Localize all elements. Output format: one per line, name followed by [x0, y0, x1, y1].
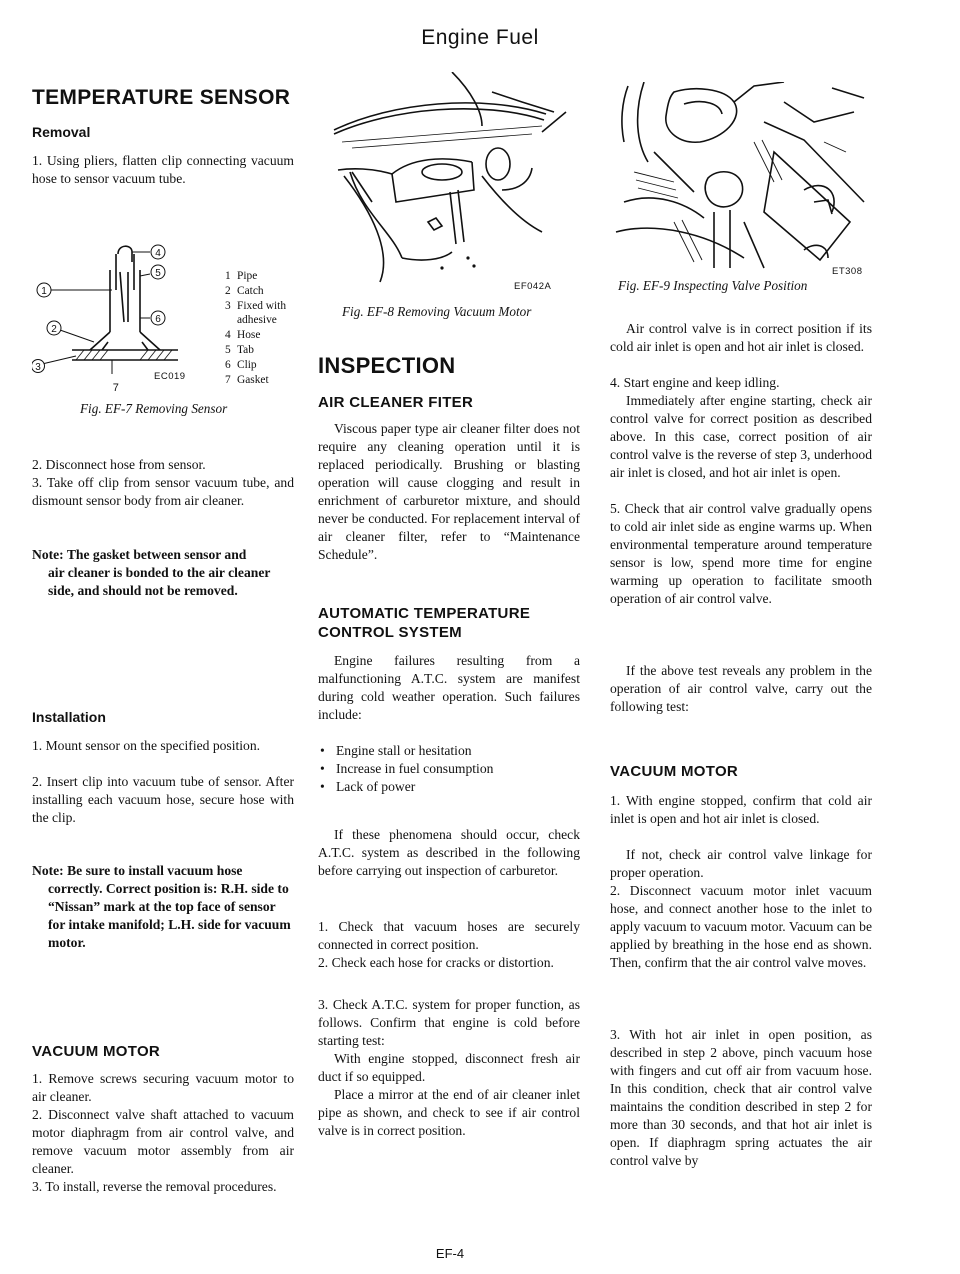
- section-title-vacuum-motor-left: VACUUM MOTOR: [32, 1043, 161, 1060]
- note-vacuum-hose-first: Note: Be sure to install vacuum hose: [32, 863, 243, 878]
- figure-code-et308: ET308: [832, 266, 863, 277]
- callout-6: 6: [155, 314, 161, 325]
- section-title-vacuum-motor-right: VACUUM MOTOR: [610, 763, 739, 780]
- legend-item: [225, 358, 309, 373]
- valve-correct-text: Air control valve is in correct position if its cold air inlet is open and hot air inlet is closed.: [610, 321, 872, 354]
- section-title-temperature-sensor: TEMPERATURE SENSOR: [32, 86, 291, 109]
- failure-item-text: Lack of power: [336, 779, 416, 794]
- legend-number: 1: [225, 270, 231, 282]
- sensor-diagram: [32, 242, 222, 374]
- vacuum-step-2: 2. Disconnect valve shaft attached to vacuum motor diaphragm from air control valve, and remove vacuum motor assembly from air cleaner.: [32, 1107, 294, 1176]
- legend-text: Pipe: [237, 270, 258, 282]
- list-item: • Lack of power: [320, 779, 416, 794]
- note-vacuum-hose-rest: correctly. Correct position is: R.H. side to “Nissan” mark at the top face of sensor for intake manifold; L.H. side for vacuum motor.: [48, 881, 291, 950]
- failure-item-text: Engine stall or hesitation: [336, 743, 472, 758]
- atc-text: Engine failures resulting from a malfunctioning A.T.C. system are manifest during cold weather operation. Such failures include:: [318, 653, 580, 722]
- legend-text: Hose: [237, 329, 261, 342]
- vm-step-2: 2. Disconnect vacuum motor inlet vacuum hose, and connect another hose to the inlet to apply vacuum to vacuum motor. Vacuum can be applied by breathing in the hose end as shown. Then, confirm that the air control valve moves.: [610, 883, 872, 970]
- figure-caption-ef9: Fig. EF-9 Inspecting Valve Position: [618, 278, 808, 293]
- section-title-atc-system: AUTOMATIC TEMPERATURE CONTROL SYSTEM: [318, 605, 531, 641]
- note-gasket-first: Note: The gasket between sensor and: [32, 547, 247, 562]
- vm-step-1b: If not, check air control valve linkage for proper operation.: [610, 847, 872, 880]
- legend-item: [225, 299, 309, 329]
- figure-caption-ef8: Fig. EF-8 Removing Vacuum Motor: [342, 304, 532, 319]
- phenomena-text: If these phenomena should occur, check A.T.C. system as described in the following before carrying out inspection of carburetor.: [318, 827, 580, 878]
- figure-caption-ef7: Fig. EF-7 Removing Sensor: [80, 401, 228, 416]
- callout-2: 2: [51, 324, 57, 335]
- figure-code-ef042a: EF042A: [514, 281, 552, 292]
- mirror-text: Place a mirror at the end of air cleaner inlet pipe as shown, and check to see if air control valve is in correct position.: [318, 1087, 580, 1138]
- legend-text: Fixed with adhesive: [237, 299, 287, 327]
- valve-position-illustration: [614, 82, 872, 270]
- callout-4: 4: [155, 248, 161, 259]
- vacuum-step-1: 1. Remove screws securing vacuum motor to air cleaner.: [32, 1071, 294, 1104]
- note-vacuum-hose: [32, 862, 294, 952]
- engine-stopped-text: With engine stopped, disconnect fresh air duct if so equipped.: [318, 1051, 580, 1084]
- list-item: • Engine stall or hesitation: [320, 743, 472, 758]
- removal-step-1: 1. Using pliers, flatten clip connecting vacuum hose to sensor vacuum tube.: [32, 153, 294, 186]
- legend-item: [225, 269, 309, 284]
- legend-number: 7: [225, 373, 231, 386]
- air-cleaner-text: Viscous paper type air cleaner filter does not require any cleaning operation until it is replaced periodically. Brushing or blasting operation will cause clogging and result in enrichment of carburetor mixture, and should never be conducted. For replacement interval of air cleaner filter, refer to “Maintenance Schedule”.: [318, 421, 580, 562]
- legend-item: [225, 284, 309, 299]
- step-5: 5. Check that air control valve gradually opens to cold air inlet side as engine warms up. When environmental temperature around temperature sensor is low, spend more time for engine warming up operation to facilitate smooth operation of air control valve.: [610, 501, 872, 606]
- section-title-inspection: INSPECTION: [318, 353, 456, 378]
- legend-text: Catch: [237, 284, 264, 297]
- note-gasket: [32, 546, 294, 600]
- legend-item: [225, 328, 309, 343]
- page-number: EF-4: [435, 1246, 465, 1261]
- subsection-removal: Removal: [32, 124, 91, 140]
- legend-text: Clip: [237, 358, 257, 371]
- check-step-2: 2. Check each hose for cracks or distortion.: [318, 955, 554, 970]
- legend-number: 5: [225, 343, 231, 356]
- legend-number: 2: [225, 284, 231, 297]
- failure-list: [318, 742, 580, 796]
- list-item: • Increase in fuel consumption: [320, 761, 494, 776]
- figure-code-ec019: EC019: [154, 371, 186, 382]
- legend-text: Gasket: [237, 373, 269, 386]
- test-text: If the above test reveals any problem in the operation of air control valve, carry out the following test:: [610, 663, 872, 714]
- section-title-air-cleaner-filter: AIR CLEANER FITER: [318, 394, 474, 411]
- install-step-1: 1. Mount sensor on the specified position.: [32, 738, 261, 753]
- removal-step-2: 2. Disconnect hose from sensor.: [32, 457, 206, 472]
- note-gasket-rest: air cleaner is bonded to the air cleaner side, and should not be removed.: [48, 565, 271, 598]
- page-header-title: Engine Fuel: [421, 26, 539, 49]
- check-step-3: 3. Check A.T.C. system for proper function, as follows. Confirm that engine is cold before starting test:: [318, 997, 580, 1048]
- legend-number: 3: [225, 299, 231, 312]
- callout-3: 3: [35, 362, 41, 373]
- legend-text: Tab: [237, 343, 254, 356]
- legend-item: [225, 373, 309, 388]
- subsection-installation: Installation: [32, 709, 106, 725]
- callout-1: 1: [41, 286, 47, 297]
- install-step-2: 2. Insert clip into vacuum tube of sensor. After installing each vacuum hose, secure hose with the clip.: [32, 774, 294, 825]
- callout-7-label: 7: [112, 382, 120, 394]
- vm-step-1: 1. With engine stopped, confirm that cold air inlet is open and hot air inlet is closed.: [610, 793, 872, 826]
- legend-number: 6: [225, 358, 231, 371]
- vacuum-motor-illustration: [332, 72, 572, 290]
- legend-item: [225, 343, 309, 358]
- step-4-text: Immediately after engine starting, check air control valve for correct position as described above. In this case, correct position of air control valve is the reverse of step 3, underhood air inlet is closed, and hot air inlet is open.: [610, 393, 872, 480]
- figure-legend: [225, 269, 309, 387]
- legend-number: 4: [225, 329, 231, 342]
- vacuum-step-3: 3. To install, reverse the removal procedures.: [32, 1179, 277, 1194]
- step-4: 4. Start engine and keep idling.: [610, 375, 780, 390]
- removal-step-3: 3. Take off clip from sensor vacuum tube, and dismount sensor body from air cleaner.: [32, 475, 294, 508]
- check-step-1: 1. Check that vacuum hoses are securely connected in correct position.: [318, 919, 580, 952]
- vm-step-3: 3. With hot air inlet in open position, as described in step 2 above, pinch vacuum hose with fingers and cut off air from vacuum hose. In this condition, check that air control valve maintains the condition described in step 2 for more than 30 seconds, and that hot air inlet is open. If diaphragm spring actuates the air control valve by: [610, 1027, 872, 1168]
- callout-5: 5: [155, 268, 161, 279]
- failure-item-text: Increase in fuel consumption: [336, 761, 494, 776]
